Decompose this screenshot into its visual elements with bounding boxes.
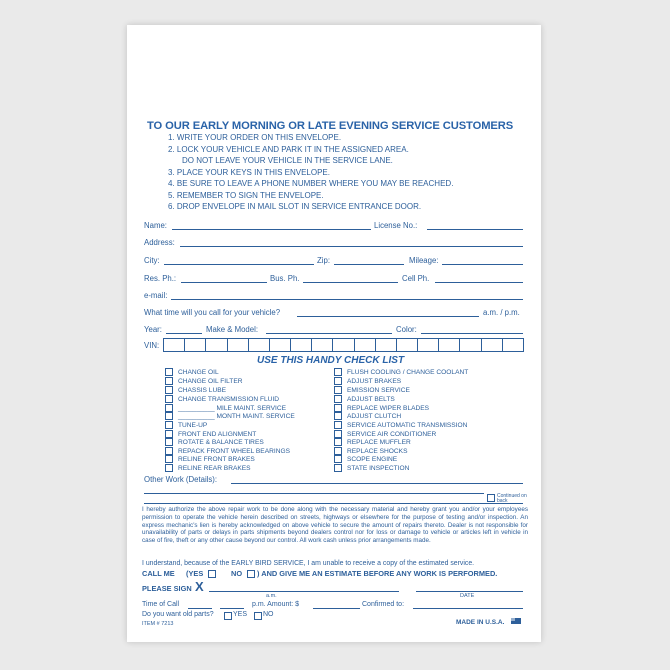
other-work-line-3[interactable] [144, 503, 523, 504]
check-transmission-fluid[interactable]: CHANGE TRANSMISSION FLUID [165, 395, 279, 403]
checkbox[interactable] [165, 404, 173, 412]
check-replace-muffler[interactable]: REPLACE MUFFLER [334, 438, 411, 446]
res-phone-label: Res. Ph.: [144, 274, 177, 283]
time-of-call-label: Time of Call [142, 601, 180, 608]
amount-field[interactable] [313, 608, 360, 609]
old-parts-no-label: NO [263, 611, 274, 618]
check-rotate-balance[interactable]: ROTATE & BALANCE TIRES [165, 438, 264, 446]
name-field[interactable] [172, 229, 371, 230]
authorization-text: I hereby authorize the above repair work to be done along with the necessary material and hereby grant you and/or your employees permission to operate the vehicle herein described on streets, highways or elsewhere for the purpose of testing and/or inspection. An express mechanic's lien is hereby acknowledged on above vehicle to secure the amount of repairs thereto. Dealer is not responsible for unavailability of parts or delays in parts shipments beyond dealers control nor for loss or damage to vehicle or articles left in vehicle in case of fire, theft or any other cause beyond our control. All work cash unless prior arrangements made. [142, 506, 528, 545]
checkbox[interactable] [165, 438, 173, 446]
date-label: DATE [460, 593, 475, 599]
service-envelope-form [127, 25, 541, 642]
checkbox[interactable] [165, 386, 173, 394]
check-front-end-alignment[interactable]: FRONT END ALIGNMENT [165, 430, 256, 438]
confirmed-label: Confirmed to: [362, 601, 405, 608]
cell-phone-field[interactable] [435, 282, 523, 283]
ampm-label: a.m. / p.m. [483, 308, 520, 317]
checkbox[interactable] [334, 377, 342, 385]
vin-cell[interactable] [206, 339, 227, 351]
step-2-note: DO NOT LEAVE YOUR VEHICLE IN THE SERVICE LANE. [182, 156, 393, 165]
checkbox[interactable] [334, 438, 342, 446]
checklist-title: USE THIS HANDY CHECK LIST [257, 355, 405, 366]
form-title: TO OUR EARLY MORNING OR LATE EVENING SERVICE CUSTOMERS [147, 120, 514, 132]
call-time-label: What time will you call for your vehicle? [144, 308, 281, 317]
check-chassis-lube[interactable]: CHASSIS LUBE [165, 386, 226, 394]
check-emission-service[interactable]: EMISSION SERVICE [334, 386, 410, 394]
check-air-conditioner[interactable]: SERVICE AIR CONDITIONER [334, 430, 436, 438]
vin-cell[interactable] [482, 339, 503, 351]
checkbox[interactable] [165, 368, 173, 376]
estimate-note: I understand, because of the EARLY BIRD SERVICE, I am unable to receive a copy of the estimated service. [142, 560, 475, 567]
make-model-field[interactable] [266, 333, 392, 334]
checkbox[interactable] [334, 386, 342, 394]
call-me-yes-checkbox[interactable] [208, 570, 216, 578]
checkbox[interactable] [165, 395, 173, 403]
year-field[interactable] [166, 333, 202, 334]
old-parts-yes-checkbox[interactable] [224, 612, 232, 620]
color-label: Color: [396, 325, 417, 334]
checkbox[interactable] [165, 421, 173, 429]
vin-cell[interactable] [503, 339, 523, 351]
signature-field[interactable] [209, 591, 399, 592]
checkbox[interactable] [165, 430, 173, 438]
step-6: 6. DROP ENVELOPE IN MAIL SLOT IN SERVICE ENTRANCE DOOR. [168, 202, 422, 211]
made-in-usa: MADE IN U.S.A. [456, 619, 505, 626]
res-phone-field[interactable] [181, 282, 267, 283]
bus-phone-field[interactable] [303, 282, 398, 283]
mileage-field[interactable] [442, 264, 523, 265]
checkbox[interactable] [334, 447, 342, 455]
address-field[interactable] [180, 246, 523, 247]
call-time-field[interactable] [297, 316, 479, 317]
checkbox[interactable] [165, 447, 173, 455]
confirmed-field[interactable] [413, 608, 523, 609]
check-tune-up[interactable]: TUNE-UP [165, 421, 207, 429]
vin-label: VIN: [144, 341, 160, 350]
continued-checkbox[interactable] [487, 494, 495, 502]
check-wiper-blades[interactable]: REPLACE WIPER BLADES [334, 404, 429, 412]
checkbox[interactable] [334, 412, 342, 420]
email-label: e-mail: [144, 291, 168, 300]
checkbox[interactable] [334, 455, 342, 463]
checkbox[interactable] [334, 395, 342, 403]
check-replace-shocks[interactable]: REPLACE SHOCKS [334, 447, 407, 455]
old-parts-yes-label: YES [233, 611, 248, 618]
check-adjust-belts[interactable]: ADJUST BELTS [334, 395, 395, 403]
step-5: 5. REMEMBER TO SIGN THE ENVELOPE. [168, 190, 324, 200]
vin-cell[interactable] [376, 339, 397, 351]
estimate-tail: ) AND GIVE ME AN ESTIMATE BEFORE ANY WORK IS PERFORMED. [257, 569, 498, 578]
old-parts-no-checkbox[interactable] [254, 612, 262, 620]
date-field[interactable] [416, 591, 523, 592]
checkbox[interactable] [334, 430, 342, 438]
bus-phone-label: Bus. Ph. [270, 274, 300, 283]
city-label: City: [144, 256, 160, 265]
mileage-label: Mileage: [409, 256, 439, 265]
call-me-no-label: NO [231, 569, 243, 578]
other-work-label: Other Work (Details): [144, 475, 218, 484]
us-flag-icon [511, 618, 521, 624]
check-month-maint[interactable]: __________ MONTH MAINT. SERVICE [165, 412, 295, 420]
check-reline-front[interactable]: RELINE FRONT BRAKES [165, 455, 255, 463]
vin-cell[interactable] [312, 339, 333, 351]
name-label: Name: [144, 221, 167, 230]
checkbox[interactable] [334, 404, 342, 412]
zip-label: Zip: [317, 256, 330, 265]
city-field[interactable] [164, 264, 314, 265]
checkbox[interactable] [165, 455, 173, 463]
checkbox[interactable] [165, 412, 173, 420]
please-sign-label: PLEASE SIGN [142, 584, 192, 593]
license-field[interactable] [427, 229, 523, 230]
checkbox[interactable] [334, 464, 342, 472]
call-me-yes-label: (YES [186, 569, 204, 578]
vin-cell[interactable] [270, 339, 291, 351]
vin-cell[interactable] [228, 339, 249, 351]
check-repack-bearings[interactable]: REPACK FRONT WHEEL BEARINGS [165, 447, 290, 455]
address-label: Address: [144, 238, 175, 247]
vin-cell[interactable] [355, 339, 376, 351]
step-2: 2. LOCK YOUR VEHICLE AND PARK IT IN THE ASSIGNED AREA. [168, 144, 409, 154]
step-1: 1. WRITE YOUR ORDER ON THIS ENVELOPE. [168, 133, 342, 142]
call-me-no-checkbox[interactable] [247, 570, 255, 578]
checkbox[interactable] [165, 464, 173, 472]
pm-amount-label: p.m. Amount: $ [252, 601, 300, 608]
vin-field[interactable] [163, 338, 524, 352]
vin-cell[interactable] [397, 339, 418, 351]
vin-cell[interactable] [249, 339, 270, 351]
license-label: License No.: [374, 221, 418, 230]
time-of-call-field[interactable] [188, 608, 212, 609]
checkbox[interactable] [334, 368, 342, 376]
checkbox[interactable] [165, 377, 173, 385]
step-4: 4. BE SURE TO LEAVE A PHONE NUMBER WHERE YOU MAY BE REACHED. [168, 179, 454, 188]
vin-cell[interactable] [460, 339, 481, 351]
vin-cell[interactable] [439, 339, 460, 351]
time-of-call-minutes-field[interactable] [220, 608, 244, 609]
check-state-inspection[interactable]: STATE INSPECTION [334, 464, 409, 472]
check-adjust-clutch[interactable]: ADJUST CLUTCH [334, 412, 401, 420]
vin-cell[interactable] [185, 339, 206, 351]
email-field[interactable] [171, 299, 523, 300]
check-adjust-brakes[interactable]: ADJUST BRAKES [334, 377, 401, 385]
make-model-label: Make & Model: [206, 325, 259, 334]
cell-phone-label: Cell Ph. [402, 274, 430, 283]
color-field[interactable] [421, 333, 523, 334]
checkbox[interactable] [334, 421, 342, 429]
check-mile-maint[interactable]: __________ MILE MAINT. SERVICE [165, 404, 286, 412]
check-auto-transmission[interactable]: SERVICE AUTOMATIC TRANSMISSION [334, 421, 467, 429]
vin-cell[interactable] [418, 339, 439, 351]
sign-x-mark: X [195, 579, 204, 594]
vin-cell[interactable] [164, 339, 185, 351]
vin-cell[interactable] [291, 339, 312, 351]
check-change-oil[interactable]: CHANGE OIL [165, 368, 219, 376]
call-me-label: CALL ME [142, 569, 175, 578]
check-reline-rear[interactable]: RELINE REAR BRAKES [165, 464, 251, 472]
step-3: 3. PLACE YOUR KEYS IN THIS ENVELOPE. [168, 167, 330, 177]
continued-label: Continued on back [497, 493, 527, 504]
other-work-line-2[interactable] [144, 493, 484, 494]
check-change-oil-filter[interactable]: CHANGE OIL FILTER [165, 377, 242, 385]
other-work-field[interactable] [231, 483, 523, 484]
item-number: ITEM # 7213 [142, 621, 174, 627]
zip-field[interactable] [334, 264, 404, 265]
old-parts-label: Do you want old parts? [142, 611, 214, 618]
vin-cell[interactable] [333, 339, 354, 351]
check-scope-engine[interactable]: SCOPE ENGINE [334, 455, 397, 463]
am-label: a.m. [266, 593, 277, 599]
check-flush-cooling[interactable]: FLUSH COOLING / CHANGE COOLANT [334, 368, 468, 376]
year-label: Year: [144, 325, 162, 334]
